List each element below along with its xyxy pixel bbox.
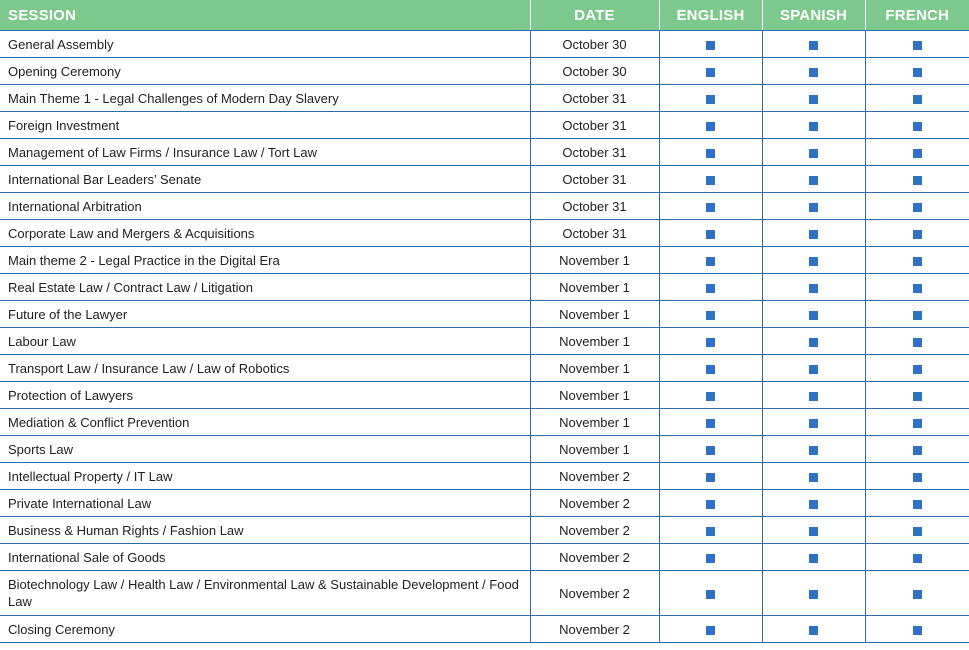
- square-icon: [809, 590, 818, 599]
- session-date: November 1: [530, 382, 659, 409]
- table-row: [0, 328, 969, 355]
- french-availability-cell: [865, 463, 969, 490]
- square-icon: [706, 590, 715, 599]
- square-icon: [913, 176, 922, 185]
- table-row: [0, 247, 969, 274]
- square-icon: [809, 338, 818, 347]
- session-name: General Assembly: [0, 31, 530, 58]
- french-availability-cell: [865, 328, 969, 355]
- session-date: November 2: [530, 517, 659, 544]
- square-icon: [809, 473, 818, 482]
- square-icon: [809, 149, 818, 158]
- square-icon: [706, 338, 715, 347]
- english-availability-cell: [659, 58, 762, 85]
- square-icon: [809, 365, 818, 374]
- table-row: [0, 382, 969, 409]
- session-date: November 2: [530, 544, 659, 571]
- square-icon: [809, 284, 818, 293]
- square-icon: [706, 500, 715, 509]
- spanish-availability-cell: [762, 355, 865, 382]
- english-availability-cell: [659, 193, 762, 220]
- french-availability-cell: [865, 58, 969, 85]
- spanish-availability-cell: [762, 409, 865, 436]
- english-column-header: ENGLISH: [659, 0, 762, 31]
- session-date: November 1: [530, 247, 659, 274]
- square-icon: [913, 500, 922, 509]
- spanish-availability-cell: [762, 220, 865, 247]
- square-icon: [706, 311, 715, 320]
- square-icon: [809, 311, 818, 320]
- square-icon: [809, 230, 818, 239]
- french-availability-cell: [865, 31, 969, 58]
- square-icon: [809, 122, 818, 131]
- table-row: [0, 274, 969, 301]
- session-name: International Bar Leaders’ Senate: [0, 166, 530, 193]
- square-icon: [809, 626, 818, 635]
- square-icon: [913, 446, 922, 455]
- table-row: [0, 436, 969, 463]
- spanish-availability-cell: [762, 616, 865, 643]
- square-icon: [706, 122, 715, 131]
- table-row: [0, 544, 969, 571]
- session-date: November 2: [530, 616, 659, 643]
- spanish-availability-cell: [762, 382, 865, 409]
- table-row: [0, 85, 969, 112]
- english-availability-cell: [659, 85, 762, 112]
- session-name: Sports Law: [0, 436, 530, 463]
- square-icon: [913, 392, 922, 401]
- square-icon: [913, 95, 922, 104]
- square-icon: [913, 554, 922, 563]
- session-date: November 1: [530, 355, 659, 382]
- square-icon: [913, 311, 922, 320]
- english-availability-cell: [659, 490, 762, 517]
- session-date: November 1: [530, 274, 659, 301]
- square-icon: [913, 257, 922, 266]
- square-icon: [913, 626, 922, 635]
- english-availability-cell: [659, 571, 762, 616]
- session-name: Mediation & Conflict Prevention: [0, 409, 530, 436]
- square-icon: [706, 257, 715, 266]
- spanish-availability-cell: [762, 112, 865, 139]
- session-date: October 31: [530, 85, 659, 112]
- square-icon: [809, 257, 818, 266]
- session-name: International Arbitration: [0, 193, 530, 220]
- french-availability-cell: [865, 490, 969, 517]
- session-name: Biotechnology Law / Health Law / Environmental Law & Sustainable Development / Food Law: [0, 571, 530, 616]
- spanish-availability-cell: [762, 85, 865, 112]
- square-icon: [706, 284, 715, 293]
- session-name: Opening Ceremony: [0, 58, 530, 85]
- square-icon: [706, 365, 715, 374]
- french-availability-cell: [865, 139, 969, 166]
- session-date: October 30: [530, 58, 659, 85]
- spanish-availability-cell: [762, 58, 865, 85]
- session-name: Corporate Law and Mergers & Acquisitions: [0, 220, 530, 247]
- session-name: Intellectual Property / IT Law: [0, 463, 530, 490]
- english-availability-cell: [659, 139, 762, 166]
- square-icon: [706, 473, 715, 482]
- english-availability-cell: [659, 544, 762, 571]
- square-icon: [913, 365, 922, 374]
- square-icon: [913, 122, 922, 131]
- square-icon: [913, 527, 922, 536]
- session-name: Protection of Lawyers: [0, 382, 530, 409]
- session-name: Main theme 2 - Legal Practice in the Digital Era: [0, 247, 530, 274]
- french-availability-cell: [865, 166, 969, 193]
- square-icon: [913, 419, 922, 428]
- table-row: [0, 112, 969, 139]
- square-icon: [913, 590, 922, 599]
- spanish-availability-cell: [762, 463, 865, 490]
- square-icon: [913, 68, 922, 77]
- french-availability-cell: [865, 193, 969, 220]
- spanish-availability-cell: [762, 31, 865, 58]
- english-availability-cell: [659, 436, 762, 463]
- square-icon: [706, 149, 715, 158]
- english-availability-cell: [659, 274, 762, 301]
- french-availability-cell: [865, 220, 969, 247]
- french-availability-cell: [865, 274, 969, 301]
- table-row: [0, 193, 969, 220]
- session-date: November 2: [530, 571, 659, 616]
- spanish-availability-cell: [762, 274, 865, 301]
- square-icon: [809, 176, 818, 185]
- table-row: [0, 517, 969, 544]
- square-icon: [913, 230, 922, 239]
- session-name: International Sale of Goods: [0, 544, 530, 571]
- square-icon: [809, 419, 818, 428]
- table-row: [0, 490, 969, 517]
- spanish-availability-cell: [762, 247, 865, 274]
- table-row: [0, 463, 969, 490]
- english-availability-cell: [659, 31, 762, 58]
- date-column-header: DATE: [530, 0, 659, 31]
- square-icon: [809, 203, 818, 212]
- english-availability-cell: [659, 463, 762, 490]
- table-row: [0, 616, 969, 643]
- spanish-availability-cell: [762, 166, 865, 193]
- session-name: Future of the Lawyer: [0, 301, 530, 328]
- english-availability-cell: [659, 112, 762, 139]
- table-row: [0, 166, 969, 193]
- square-icon: [809, 554, 818, 563]
- english-availability-cell: [659, 355, 762, 382]
- square-icon: [706, 230, 715, 239]
- square-icon: [706, 203, 715, 212]
- square-icon: [809, 500, 818, 509]
- english-availability-cell: [659, 220, 762, 247]
- table-row: [0, 355, 969, 382]
- session-date: October 31: [530, 220, 659, 247]
- spanish-availability-cell: [762, 436, 865, 463]
- spanish-availability-cell: [762, 301, 865, 328]
- table-row: [0, 409, 969, 436]
- session-date: November 1: [530, 436, 659, 463]
- session-name: Closing Ceremony: [0, 616, 530, 643]
- session-name: Private International Law: [0, 490, 530, 517]
- table-row: [0, 58, 969, 85]
- square-icon: [913, 203, 922, 212]
- square-icon: [706, 626, 715, 635]
- spanish-column-header: SPANISH: [762, 0, 865, 31]
- session-date: October 31: [530, 193, 659, 220]
- square-icon: [913, 41, 922, 50]
- english-availability-cell: [659, 409, 762, 436]
- french-availability-cell: [865, 355, 969, 382]
- french-availability-cell: [865, 517, 969, 544]
- english-availability-cell: [659, 166, 762, 193]
- french-availability-cell: [865, 382, 969, 409]
- english-availability-cell: [659, 301, 762, 328]
- square-icon: [706, 554, 715, 563]
- session-date: November 1: [530, 328, 659, 355]
- session-name: Transport Law / Insurance Law / Law of Robotics: [0, 355, 530, 382]
- session-name: Labour Law: [0, 328, 530, 355]
- spanish-availability-cell: [762, 544, 865, 571]
- square-icon: [809, 41, 818, 50]
- spanish-availability-cell: [762, 571, 865, 616]
- square-icon: [706, 41, 715, 50]
- french-availability-cell: [865, 301, 969, 328]
- french-column-header: FRENCH: [865, 0, 969, 31]
- session-name: Foreign Investment: [0, 112, 530, 139]
- square-icon: [809, 527, 818, 536]
- session-column-header: SESSION: [0, 0, 530, 31]
- english-availability-cell: [659, 247, 762, 274]
- spanish-availability-cell: [762, 139, 865, 166]
- french-availability-cell: [865, 112, 969, 139]
- french-availability-cell: [865, 409, 969, 436]
- session-date: October 31: [530, 166, 659, 193]
- square-icon: [809, 446, 818, 455]
- square-icon: [706, 392, 715, 401]
- session-rows: [0, 31, 969, 643]
- table-row: [0, 301, 969, 328]
- french-availability-cell: [865, 571, 969, 616]
- square-icon: [706, 446, 715, 455]
- french-availability-cell: [865, 544, 969, 571]
- session-date: November 2: [530, 490, 659, 517]
- square-icon: [706, 68, 715, 77]
- square-icon: [809, 68, 818, 77]
- square-icon: [809, 392, 818, 401]
- square-icon: [706, 176, 715, 185]
- spanish-availability-cell: [762, 490, 865, 517]
- square-icon: [913, 284, 922, 293]
- square-icon: [809, 95, 818, 104]
- english-availability-cell: [659, 517, 762, 544]
- french-availability-cell: [865, 436, 969, 463]
- table-row: [0, 31, 969, 58]
- session-date: November 1: [530, 301, 659, 328]
- session-date: October 31: [530, 112, 659, 139]
- english-availability-cell: [659, 328, 762, 355]
- table-row: [0, 220, 969, 247]
- english-availability-cell: [659, 382, 762, 409]
- english-availability-cell: [659, 616, 762, 643]
- spanish-availability-cell: [762, 193, 865, 220]
- session-date: November 2: [530, 463, 659, 490]
- square-icon: [706, 527, 715, 536]
- header-row: [0, 0, 969, 31]
- session-date: October 30: [530, 31, 659, 58]
- session-name: Real Estate Law / Contract Law / Litigation: [0, 274, 530, 301]
- table-row: [0, 571, 969, 616]
- square-icon: [913, 473, 922, 482]
- square-icon: [913, 338, 922, 347]
- table-row: [0, 139, 969, 166]
- spanish-availability-cell: [762, 517, 865, 544]
- session-name: Business & Human Rights / Fashion Law: [0, 517, 530, 544]
- session-date: October 31: [530, 139, 659, 166]
- session-name: Management of Law Firms / Insurance Law / Tort Law: [0, 139, 530, 166]
- spanish-availability-cell: [762, 328, 865, 355]
- french-availability-cell: [865, 616, 969, 643]
- session-name: Main Theme 1 - Legal Challenges of Modern Day Slavery: [0, 85, 530, 112]
- square-icon: [706, 419, 715, 428]
- french-availability-cell: [865, 247, 969, 274]
- french-availability-cell: [865, 85, 969, 112]
- square-icon: [913, 149, 922, 158]
- session-date: November 1: [530, 409, 659, 436]
- square-icon: [706, 95, 715, 104]
